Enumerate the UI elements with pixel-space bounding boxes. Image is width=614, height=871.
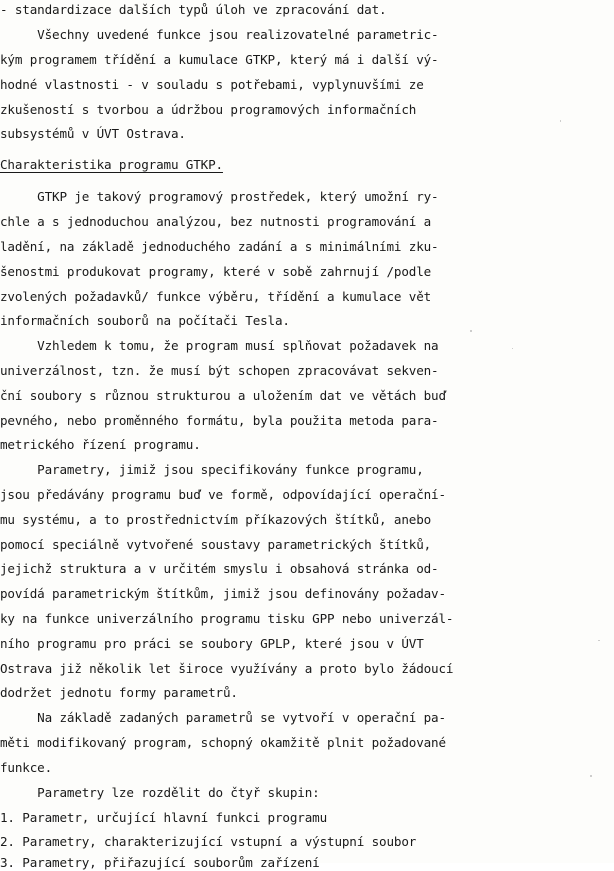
- text-line: Všechny uvedené funkce jsou realizovatelné parametric-: [0, 27, 439, 42]
- scan-speck: [590, 775, 592, 777]
- text-line: univerzálnost, tzn. že musí být schopen zpracovávat sekven-: [0, 363, 439, 378]
- text-line: ky na funkce univerzálního programu tisku GPP nebo univerzál-: [0, 611, 454, 626]
- text-line: metrického řízení programu.: [0, 437, 201, 452]
- text-line: ladění, na základě jednoduchého zadání a s minimálními zku-: [0, 239, 439, 254]
- text-line: dodržet jednotu formy parametrů.: [0, 685, 238, 700]
- scan-speck: [560, 120, 561, 122]
- text-line: ční soubory s různou strukturou a uložením dat ve větách buď: [0, 388, 446, 403]
- text-line: Vzhledem k tomu, že program musí splňovat požadavek na: [0, 338, 439, 353]
- text-line: jsou předávány programu buď ve formě, odpovídající operační-: [0, 487, 446, 502]
- list-item: 1. Parametr, určující hlavní funkci programu: [0, 810, 328, 825]
- text-line: šenostmi produkovat programy, které v sobě zahrnují /podle: [0, 264, 432, 279]
- list-item: 3. Parametry, přiřazující souborům zařízení: [0, 855, 320, 870]
- text-line: chle a s jednoduchou analýzou, bez nutnosti programování a: [0, 214, 432, 229]
- text-line: zvolených požadavků/ funkce výběru, třídění a kumulace vět: [0, 289, 432, 304]
- text-line: pevného, nebo proměnného formátu, byla použita metoda para-: [0, 413, 439, 428]
- text-line: funkce.: [0, 760, 53, 775]
- text-line: subsystémů v ÚVT Ostrava.: [0, 126, 186, 141]
- text-line: ního programu pro práci se soubory GPLP, které jsou v ÚVT: [0, 636, 424, 651]
- text-line: mu systému, a to prostřednictvím příkazových štítků, anebo: [0, 512, 432, 527]
- text-line: hodné vlastnosti - v souladu s potřebami, vyplynuvšími ze: [0, 77, 424, 92]
- text-line: měti modifikovaný program, schopný okamžitě plnit požadované: [0, 735, 446, 750]
- text-line: zkušeností s tvorbou a údržbou programových informačních: [0, 102, 417, 117]
- text-line: informačních souborů na počítači Tesla.: [0, 313, 290, 328]
- list-item: 2. Parametry, charakterizující vstupní a výstupní soubor: [0, 834, 417, 849]
- text-line: kým programem třídění a kumulace GTKP, který má i další vý-: [0, 52, 439, 67]
- text-line: jejichž struktura a v určitém smyslu i obsahová stránka od-: [0, 561, 439, 576]
- scan-speck: [470, 330, 472, 332]
- text-line: Parametry, jimiž jsou specifikovány funkce programu,: [0, 462, 424, 477]
- scan-speck: [598, 640, 600, 641]
- section-heading: Charakteristika programu GTKP.: [0, 157, 223, 172]
- scan-speck: [512, 348, 513, 349]
- text-line: Ostrava již několik let široce využívány a proto bylo žádoucí: [0, 661, 454, 676]
- text-line: Na základě zadaných parametrů se vytvoří v operační pa-: [0, 710, 446, 725]
- list-intro: Parametry lze rozdělit do čtyř skupin:: [0, 785, 320, 800]
- text-line: - standardizace dalších typů úloh ve zpracování dat.: [0, 2, 387, 17]
- text-line: pomocí speciálně vytvořené soustavy parametrických štítků,: [0, 537, 432, 552]
- text-line: povídá parametrickým štítkům, jimiž jsou definovány požadav-: [0, 586, 446, 601]
- text-line: GTKP je takový programový prostředek, který umožní ry-: [0, 189, 439, 204]
